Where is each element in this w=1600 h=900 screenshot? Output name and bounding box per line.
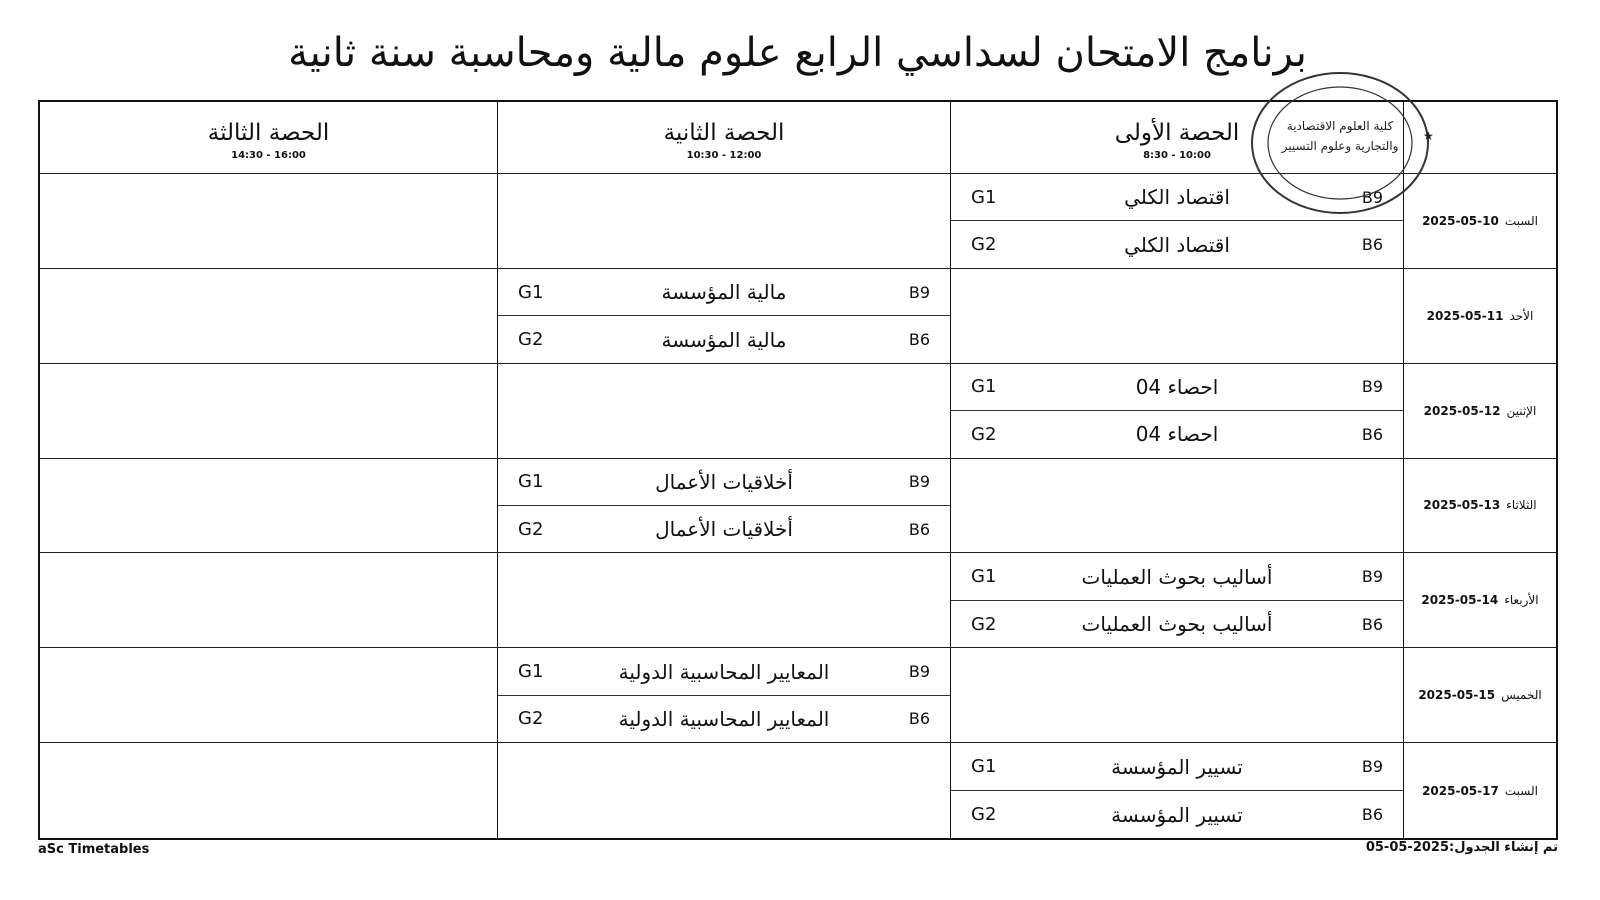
exam-cell [951,553,1404,648]
exam-entry [951,791,1403,838]
day-label [1404,459,1556,554]
exam-group: G1 [518,471,544,493]
exam-room: B9 [908,662,930,681]
exam-subject: تسيير المؤسسة [1111,802,1243,827]
exam-cell [951,648,1404,743]
exam-cell [40,648,498,743]
exam-cell [498,459,951,554]
exam-room: B6 [1361,424,1383,444]
exam-entry [951,743,1403,791]
exam-group: G2 [971,613,997,635]
exam-entry [951,601,1403,647]
day-label [1404,269,1556,364]
exam-subject: مالية المؤسسة [661,280,787,305]
exam-group: G2 [971,234,997,256]
exam-entry [498,506,950,552]
session-header [951,102,1404,174]
stamp-star-icon: ★ [1423,129,1434,143]
exam-cell [498,648,951,743]
exam-subject: احصاء 04 [1135,374,1219,399]
day-label [1404,553,1556,648]
exam-group: G1 [518,281,544,303]
exam-group: G2 [518,708,544,730]
exam-entry [951,553,1403,600]
session-header [498,102,951,174]
exam-room: B6 [1361,235,1383,255]
exam-cell [951,364,1404,459]
exam-cell [498,743,951,838]
exam-subject: أخلاقيات الأعمال [655,517,793,542]
exam-group: G2 [971,423,997,445]
exam-group: G1 [971,186,997,208]
exam-room: B6 [908,709,930,729]
exam-timetable [38,100,1558,840]
exam-cell [40,364,498,459]
exam-room: B9 [1361,567,1383,587]
exam-room: B9 [1361,377,1383,397]
day-name: السبت [1504,213,1538,228]
day-label [1404,648,1556,743]
day-date: 2025-05-15 [1418,688,1496,703]
exam-cell [40,743,498,838]
day-header-blank [1404,102,1556,174]
exam-cell [40,459,498,554]
exam-entry [498,269,950,316]
exam-group: G1 [971,756,997,778]
exam-subject: المعايير المحاسبية الدولية [618,659,830,684]
exam-group: G2 [971,804,997,826]
exam-cell [951,269,1404,364]
day-name: الإثنين [1506,403,1537,418]
day-date: 2025-05-12 [1423,403,1501,418]
day-date: 2025-05-11 [1426,308,1504,323]
exam-room: B9 [908,472,930,492]
session-name: الحصة الثانية [663,120,785,146]
exam-room: B9 [1361,757,1383,777]
exam-subject: المعايير المحاسبية الدولية [618,706,830,731]
footer-created-date: تم إنشاء الجدول:2025-05-05 [1365,840,1558,855]
session-name: الحصة الأولى [1114,120,1240,146]
exam-entry [951,221,1403,267]
session-name: الحصة الثالثة [207,120,330,146]
exam-room: B6 [1361,614,1383,634]
exam-cell [40,269,498,364]
exam-subject: مالية المؤسسة [661,327,787,352]
exam-group: G1 [971,566,997,588]
day-label [1404,364,1556,459]
exam-cell [40,553,498,648]
day-name: الأربعاء [1504,593,1539,608]
exam-subject: أخلاقيات الأعمال [655,469,793,494]
exam-group: G1 [971,376,997,398]
day-name: السبت [1504,783,1538,798]
day-name: الخميس [1501,688,1542,703]
exam-cell [951,743,1404,838]
exam-entry [951,364,1403,411]
exam-entry [951,411,1403,457]
exam-room: B9 [1361,187,1383,207]
exam-subject: اقتصاد الكلي [1124,232,1230,257]
exam-subject: احصاء 04 [1135,422,1219,447]
exam-cell [498,364,951,459]
exam-subject: أساليب بحوث العمليات [1081,564,1273,589]
exam-entry [498,459,950,506]
exam-subject: اقتصاد الكلي [1124,185,1230,210]
exam-room: B6 [1361,805,1383,825]
exam-entry [498,648,950,695]
exam-subject: تسيير المؤسسة [1111,754,1243,779]
day-label [1404,174,1556,269]
exam-cell [40,174,498,269]
day-date: 2025-05-13 [1423,498,1501,513]
footer-software: aSc Timetables [38,842,150,857]
day-label [1404,743,1556,838]
exam-room: B6 [908,519,930,539]
exam-group: G2 [518,329,544,350]
day-date: 2025-05-14 [1421,593,1499,608]
day-name: الثلاثاء [1506,498,1537,513]
day-date: 2025-05-17 [1422,783,1499,798]
exam-cell [498,553,951,648]
session-time: 8:30 - 10:00 [1143,150,1211,161]
exam-entry [498,316,950,362]
exam-cell [951,459,1404,554]
exam-room: B9 [908,282,930,302]
session-time: 10:30 - 12:00 [686,150,762,161]
day-date: 2025-05-10 [1422,213,1499,228]
session-header [40,102,498,174]
session-time: 14:30 - 16:00 [231,150,306,161]
exam-cell [498,269,951,364]
exam-group: G1 [518,661,544,682]
exam-room: B6 [908,330,930,349]
exam-cell [498,174,951,269]
exam-entry [498,696,950,742]
stamp-line-1: كلية العلوم الاقتصادية [1286,119,1394,133]
exam-cell [951,174,1404,269]
stamp-line-2: والتجارية وعلوم التسيير [1281,139,1399,153]
exam-subject: أساليب بحوث العمليات [1081,612,1273,637]
page-title: برنامج الامتحان لسداسي الرابع علوم مالية ومحاسبة سنة ثانية [288,30,1307,76]
exam-group: G2 [518,518,544,540]
day-name: الأحد [1509,308,1534,323]
exam-entry [951,174,1403,221]
